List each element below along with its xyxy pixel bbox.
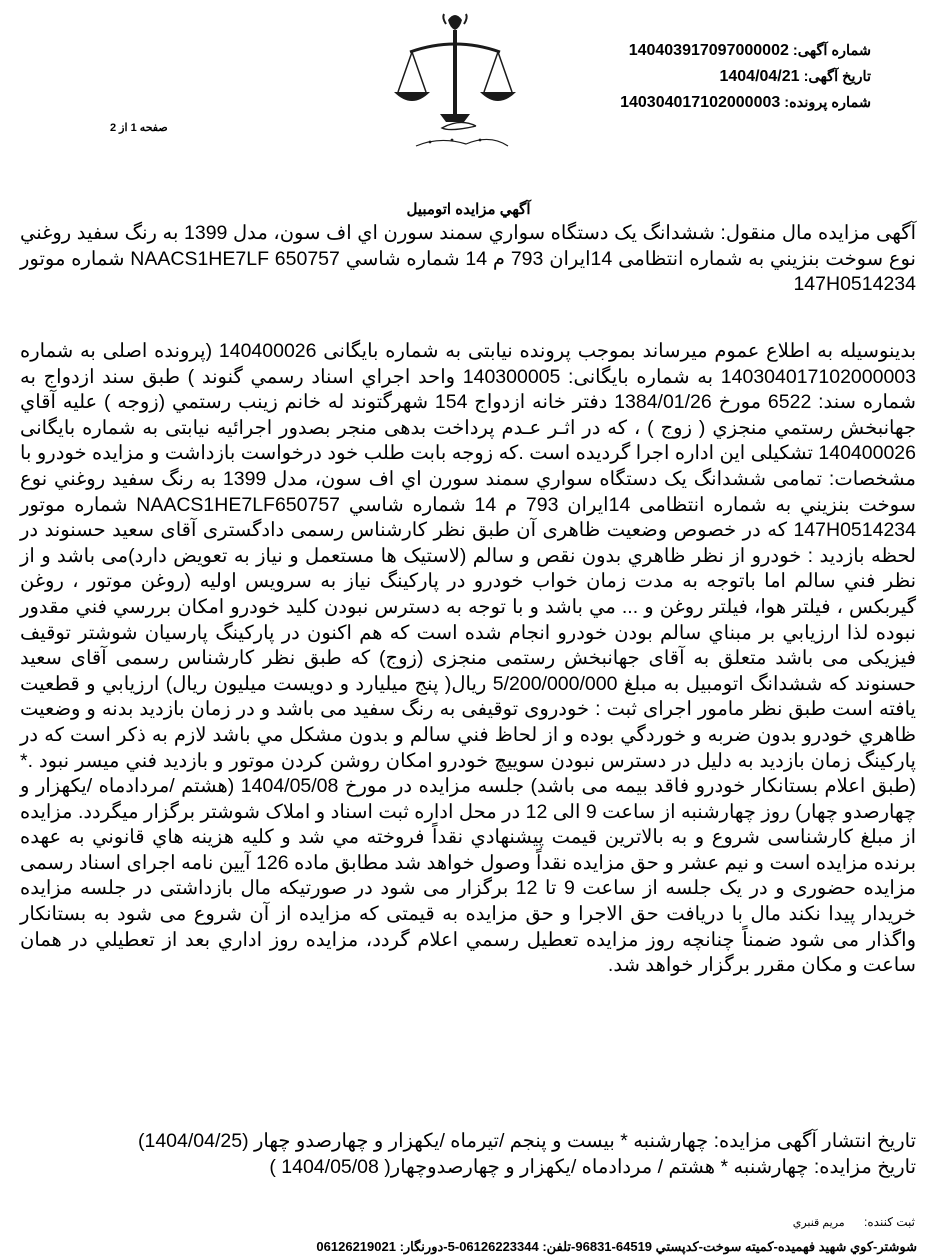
publish-date-line: تاريخ انتشار آگهی مزايده: چهارشنبه * بيست و پنجم /تيرماه /يكهزار و چهارصدو چهار (1404/04/25) [137, 1130, 916, 1152]
document-title: آگهي مزايده اتومبيل [406, 201, 531, 218]
ad-date-row [620, 64, 871, 90]
ad-number: 140403917097000002 [628, 42, 789, 59]
registrar-name: مريم قنبري [792, 1217, 845, 1229]
case-number-label: شماره پرونده: [784, 95, 871, 111]
ad-metadata [620, 38, 871, 116]
ad-number-row [620, 38, 871, 64]
registrar [793, 1215, 915, 1229]
page-indicator: صفحه 1 از 2 [110, 122, 168, 134]
office-address-footer: شوشتر-كوي شهيد فهميده-كميته سوخت-كدپستي 64519-96831-تلفن: 06126223344-5-دورنگار: 06126219021 [316, 1239, 917, 1254]
registrar-label: ثبت كننده: [864, 1215, 915, 1229]
judiciary-emblem-icon [380, 6, 530, 151]
case-number: 140304017102000003 [620, 94, 781, 111]
ad-date-label: تاریخ آگهی: [803, 69, 871, 85]
auction-date-line: تاريخ مزايده: چهارشنبه * هشتم / مردادماه /يكهزار و چهارصدوچهار( 1404/05/08 ) [269, 1156, 916, 1178]
auction-body-paragraph: بدینوسیله به اطلاع عموم میرساند بموجب پرونده نیابتی به شماره بایگانی 140400026 (پرونده اصلی به شماره 140304017102000003 به شماره بایگانی: 140300005 واحد اجراي اسناد رسمي گنوند ) طبق سند ازدواج به شماره سند: 6522 مورخ 1384/01/26 دفتر خانه ازدواج 154 شهرگتوند له خانم زينب رستمي (زوجه ) عليه آقاي جهانبخش رستمي منجزي ( زوج ) ، كه در اثـر عـدم پرداخت بدهی منجر بصدور اجرائيه نيابتی به شماره بايگانی 140400026 تشكيلی اين اداره اجرا گرديده است .كه زوجه بابت طلب خود درخواست بازداشت و مزايده خودرو با مشخصات: تمامی ششدانگ يک دستگاه سواري سمند سورن اي اف سون، مدل 1399 به رنگ سفيد روغني نوع سوخت بنزيني به شماره انتظامی 14ايران 793 م 14 شماره شاسي NAACS1HE7LF650757 شماره موتور 147H0514234 كه در خصوص وضعيت ظاهری آن طبق نظر كارشناس رسمی دادگستری آقای سعيد حسنوند در لحظه بازديد : خودرو از نظر ظاهري بدون نقص و سالم (لاستيک ها مستعمل و نياز به تعويض دارد)می باشد و از نظر فني سالم اما باتوجه به مدت زمان خواب خودرو در پاركينگ نياز به سرويس اوليه (روغن موتور ، روغن گيربكس ، فيلتر هوا، فيلتر روغن و ... مي باشد و با توجه به دسترس نبودن كليد خودرو امكان بررسي فني مقدور نبوده لذا ارزيابي بر مبناي سالم بودن خودرو انجام شده است كه هم اكنون در پاركينگ پارسيان شوشتر توقيف فيزيكی می باشد متعلق به آقای جهانبخش رستمی منجزی (زوج) كه طبق نظر كارشناس رسمی آقای سعيد حسنوند كه ششدانگ اتومبيل به مبلغ 5/200/000/000 ريال( پنج ميليارد و دويست ميليون ريال) ارزيابي و قطعيت يافته است طبق نظر مامور اجرای ثبت : خودروی توقيفی به رنگ سفيد می باشد و در زمان بازديد بدنه و وضعيت ظاهري خودرو بدون ضربه و خوردگي بوده و از لحاظ فني سالم و بدون مشكل مي باشد لازم به ذكر است كه در پاركينگ زمان بازديد به دليل در دسترس نبودن سوييچ خودرو امكان روشن كردن موتور و بازديد فني ميسر نبود .*(طبق اعلام بستانكار خودرو فاقد بيمه می باشد) جلسه مزايده در مورخ 1404/05/08 (هشتم /مردادماه /يكهزار و چهارصدو چهار) روز چهارشنبه از ساعت 9 الی 12 در محل اداره ثبت اسناد و املاک شوشتر برگزار ميگردد. مزايده از مبلغ كارشناسی شروع و به بالاترين قيمت پيشنهادي نقداً فروخته مي شد و كليه هزينه هاي قانوني به عهده برنده مزايده است و نيم عشر و حق مزايده نقداً وصول خواهد شد مطابق ماده 126 آيين نامه اجرای اسناد رسمی مزايده حضوری و در يک جلسه از ساعت 9 تا 12 برگزار می شود در صورتيكه مال بازداشتی در جلسه مزايده خريدار پيدا نكند مال با دريافت حق الاجرا و حق مزايده به قيمتی كه مزايده از آن شروع می شود به بستانكار واگذار می شود ضمناً چنانچه روز مزايده تعطيل رسمي اعلام گردد، مزايده روز اداري بعد از تعطيلي در همان ساعت و مكان مقرر برگزار خواهد شد. [20, 340, 917, 977]
ad-number-label: شماره آگهی: [792, 43, 871, 59]
auction-dates [20, 1128, 916, 1180]
case-number-row [620, 90, 871, 116]
auction-summary-paragraph: آگهی مزایده مال منقول: ششدانگ یک دستگاه سواري سمند سورن اي اف سون، مدل 1399 به رنگ سفيد روغني نوع سوخت بنزيني به شماره انتظامی 14ایران 793 م 14 شماره شاسي NAACS1HE7LF 650757 شماره موتور 147H0514234 [20, 222, 917, 296]
ad-date: 1404/04/21 [719, 68, 800, 85]
